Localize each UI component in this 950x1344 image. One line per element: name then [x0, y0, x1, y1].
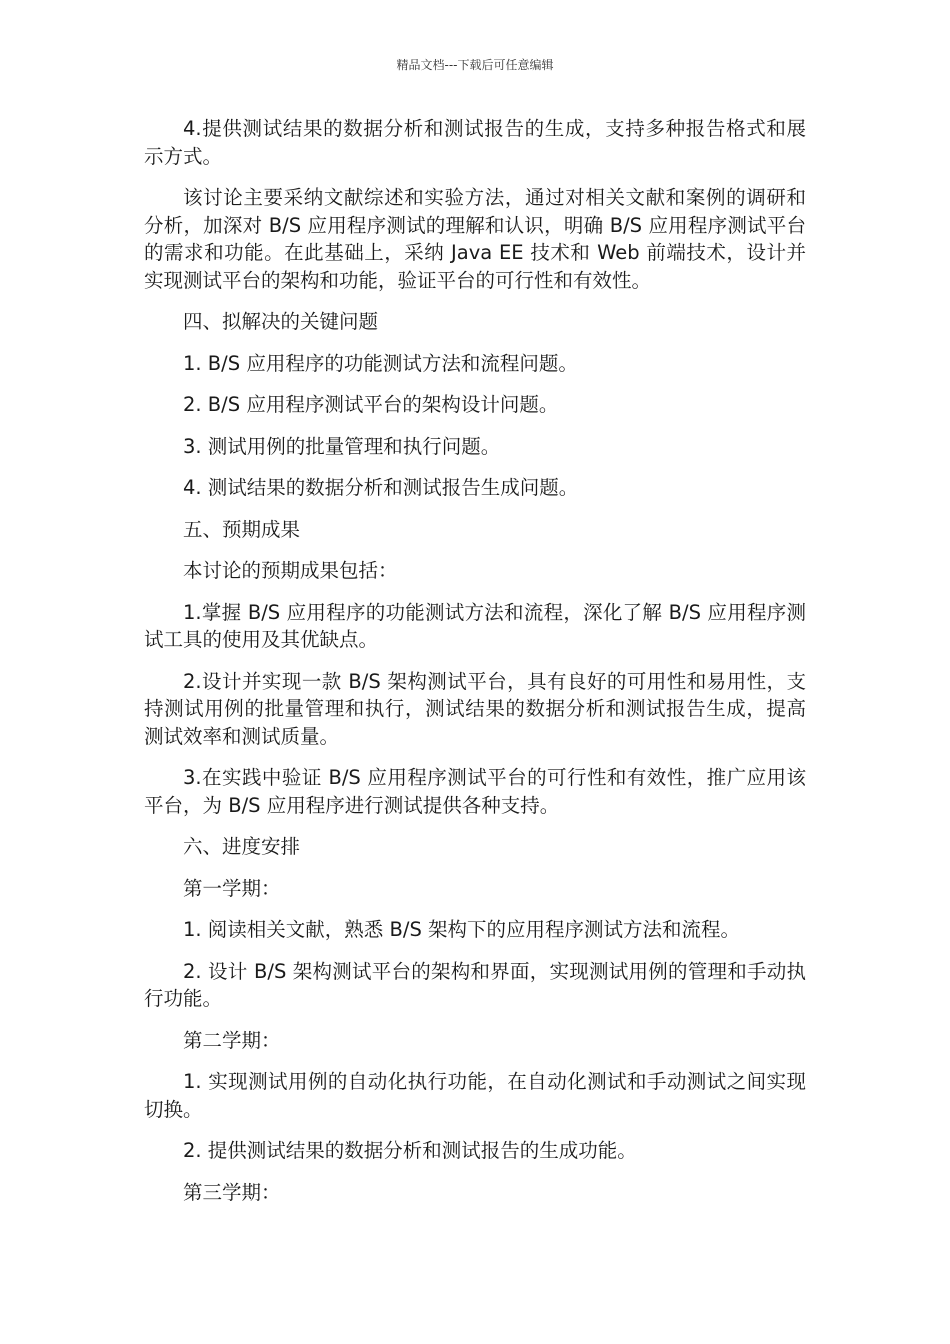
- list-item: 4. 测试结果的数据分析和测试报告生成问题。: [183, 476, 579, 499]
- semester-label: 第一学期：: [183, 876, 281, 900]
- list-item: 2. B/S 应用程序测试平台的架构设计问题。: [183, 393, 559, 416]
- section-heading-key-problems: 四、拟解决的关键问题: [183, 310, 379, 333]
- paragraph-intro: 本讨论的预期成果包括：: [183, 559, 398, 582]
- semester-label: 第三学期：: [183, 1180, 281, 1204]
- list-item: 1. B/S 应用程序的功能测试方法和流程问题。: [183, 351, 578, 375]
- list-item: 3. 测试用例的批量管理和执行问题。: [183, 434, 501, 458]
- document-body: [144, 115, 806, 1220]
- list-item: 1. 阅读相关文献，熟悉 B/S 架构下的应用程序测试方法和流程。: [183, 918, 741, 941]
- list-item: 1. 实现测试用例的自动化执行功能，在自动化测试和手动测试之间实现切换。: [144, 1070, 806, 1121]
- semester-label: 第二学期：: [183, 1028, 281, 1052]
- list-item: 2. 设计 B/S 架构测试平台的架构和界面，实现测试用例的管理和手动执行功能。: [144, 959, 806, 1010]
- list-item: 2.设计并实现一款 B/S 架构测试平台，具有良好的可用性和易用性，支持测试用例的批量管理和执行，测试结果的数据分析和测试报告生成，提高测试效率和测试质量。: [144, 669, 806, 748]
- paragraph-item-4-report: 4.提供测试结果的数据分析和测试报告的生成，支持多种报告格式和展示方式。: [144, 117, 806, 168]
- page-header: 精品文档---下载后可任意编辑: [396, 58, 554, 72]
- list-item: 2. 提供测试结果的数据分析和测试报告的生成功能。: [183, 1139, 637, 1162]
- list-item: 3.在实践中验证 B/S 应用程序测试平台的可行性和有效性，推广应用该平台，为 B/S 应用程序进行测试提供各种支持。: [144, 766, 806, 817]
- list-item: 1.掌握 B/S 应用程序的功能测试方法和流程，深化了解 B/S 应用程序测试工具的使用及其优缺点。: [144, 600, 806, 651]
- paragraph-method: 该讨论主要采纳文献综述和实验方法，通过对相关文献和案例的调研和分析，加深对 B/S 应用程序测试的理解和认识，明确 B/S 应用程序测试平台的需求和功能。在此基础上，采纳 Java EE 技术和 Web 前端技术，设计并实现测试平台的架构和功能，验证平台的可行性和有效性。: [144, 186, 806, 292]
- section-heading-schedule: 六、进度安排: [183, 835, 301, 858]
- section-heading-expected-results: 五、预期成果: [183, 517, 301, 541]
